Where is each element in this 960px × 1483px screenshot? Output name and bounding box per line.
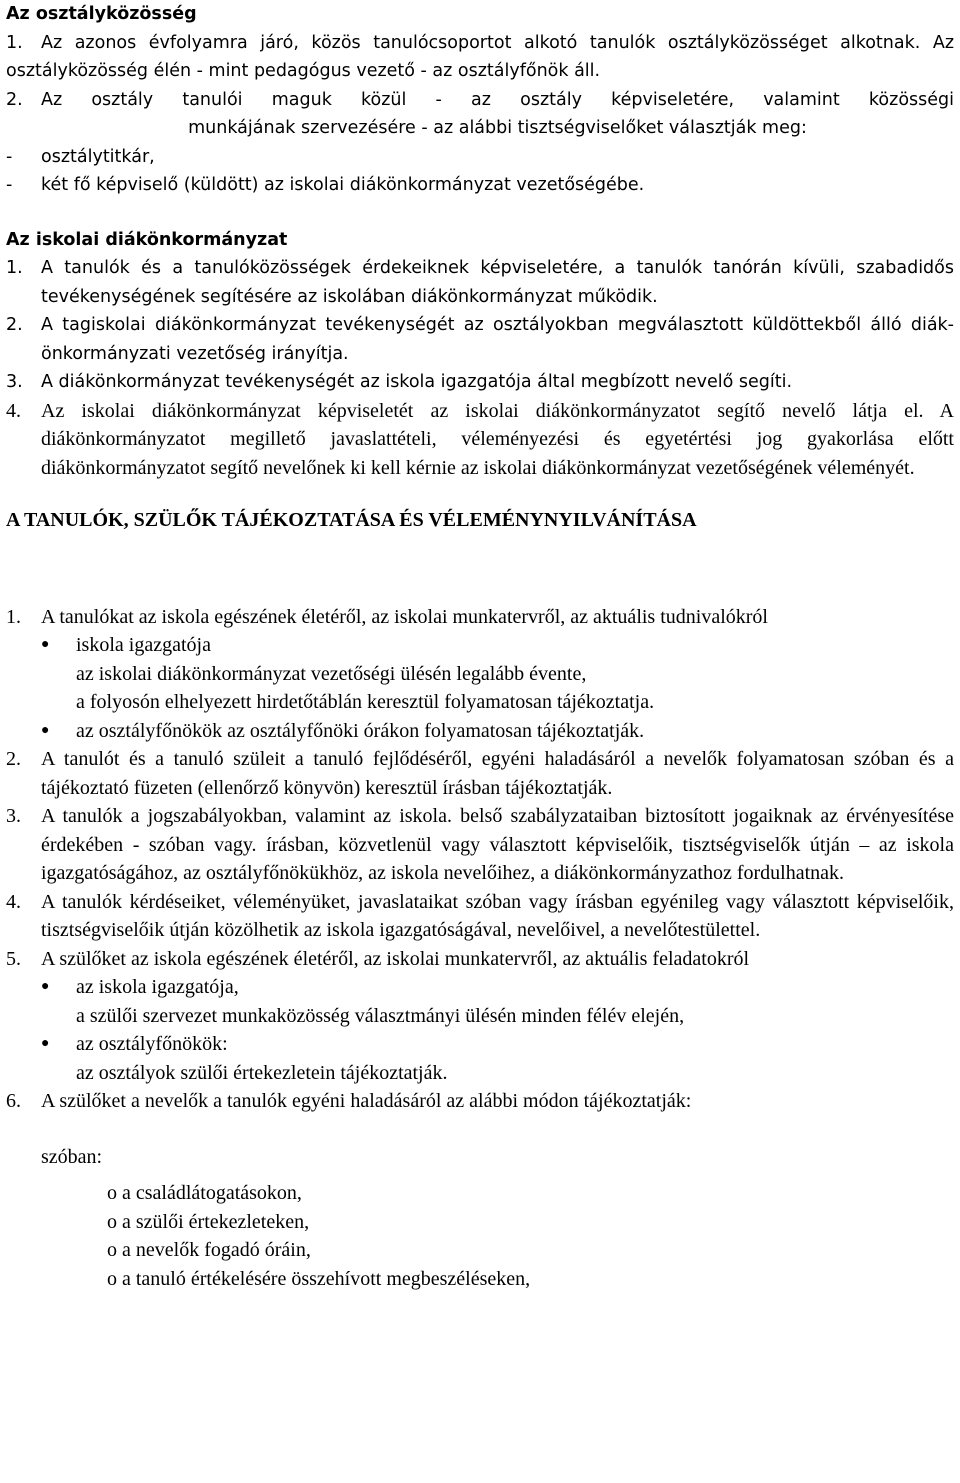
bullet-icon: ● <box>41 1036 50 1051</box>
section-title-diakonkormanyzat: Az iskolai diákönkormányzat <box>6 229 288 250</box>
item-text: A tanulók a jogszabályokban, valamint az iskola. belső szabályzataiban biztosított jogaiknak az érvényesítése érdekében - szóban vagy. írásban, közvetlenül vagy választott képviselőik, tisztségviselők útján – az iskola igazgatóságához, az osztályfőnökükhöz, az iskola nevelőihez, a diákönkormányzathoz fordulhatnak. <box>41 805 954 884</box>
bullet-item <box>6 717 954 746</box>
list-item <box>6 1087 954 1116</box>
item-text: A szülőket a nevelők a tanulók egyéni haladásáról az alábbi módon tájékoztatják: <box>41 1090 692 1112</box>
list-item <box>6 397 954 483</box>
bullet-text: az osztályfőnökök az osztályfőnöki órákon folyamatosan tájékoztatják. <box>76 719 645 742</box>
item-text: A diákönkormányzat tevékenységét az iskola igazgatója által megbízott nevelő segíti. <box>41 372 793 392</box>
o-list-item: o a szülői értekezleteken, <box>107 1210 310 1233</box>
sub-line: a szülői szervezet munkaközösség választmányi ülésén minden félév elején, <box>76 1004 685 1027</box>
section-title-osztalykozosseg: Az osztályközösség <box>6 4 197 24</box>
item-number: 2. <box>6 315 23 335</box>
list-item <box>6 745 954 802</box>
item-number: 3. <box>6 372 23 392</box>
item-text: Az azonos évfolyamra járó, közös tanulócsoportot alkotó tanulók osztályközösséget alkotnak. Az osztályközösség élén - mint pedagógus vezető - az osztályfőnök áll. <box>6 32 954 81</box>
list-item <box>6 311 954 368</box>
o-list-item: o a tanuló értékelésére összehívott megbeszéléseken, <box>107 1267 531 1290</box>
list-item <box>6 888 954 945</box>
section-title-tajekoztatas: A TANULÓK, SZÜLŐK TÁJÉKOZTATÁSA ÉS VÉLEMÉNYNYILVÁNÍTÁSA <box>6 509 697 531</box>
item-number: 3. <box>6 805 21 827</box>
item-number: 2. <box>6 748 21 770</box>
item-number: 1. <box>6 605 21 628</box>
bullet-text: az osztályfőnökök: <box>76 1033 228 1055</box>
dash-item-text: két fő képviselő (küldött) az iskolai diákönkormányzat vezetőségébe. <box>41 175 645 195</box>
item-number: 1. <box>6 258 23 278</box>
item-text: A tanulók kérdéseiket, véleményüket, javaslataikat szóban vagy írásban egyénileg vagy választott képviselőik, tisztségviselőik útján közölhetik az iskola igazgatóságával, nevelőivel, a nevelőtestülettel. <box>41 890 954 941</box>
item-text: Az iskolai diákönkormányzat képviseletét az iskolai diákönkormányzatot segítő nevelő látja el. A diákönkormányzatot megillető javaslattételi, véleményezési és egyetértési jog gyakorlása előtt diákönkormányzatot segítő nevelőnek ki kell kérnie az iskolai diákönkormányzat vezetőségének véleményét. <box>41 399 954 479</box>
list-item <box>6 254 954 311</box>
list-item <box>6 86 954 143</box>
item-text: A tanulók és a tanulóközösségek érdekeiknek képviseletére, a tanulók tanórán kívüli, szabadidős tevékenységének segítésére az iskolában diákönkormányzat működik. <box>41 258 954 307</box>
item-text: A tanulókat az iskola egészének életéről, az iskolai munkatervről, az aktuális tudnivalókról <box>41 605 768 628</box>
item-text <box>41 86 954 143</box>
item-number: 6. <box>6 1090 21 1112</box>
list-item <box>6 368 954 397</box>
sub-line: a folyosón elhelyezett hirdetőtáblán keresztül folyamatosan tájékoztatja. <box>76 691 655 713</box>
bullet-text: iskola igazgatója <box>76 634 211 656</box>
o-list-item: o a családlátogatásokon, <box>107 1182 302 1204</box>
bullet-item <box>6 631 954 660</box>
szoban-label: szóban: <box>41 1145 103 1168</box>
bullet-icon: ● <box>41 979 50 994</box>
bullet-icon: ● <box>41 637 50 652</box>
item-text: A szülőket az iskola egészének életéről, az iskolai munkatervről, az aktuális feladatokról <box>41 947 750 970</box>
item-text-line: Az osztály tanulói maguk közül - az osztály képviseletére, valamint közösségi <box>41 89 954 110</box>
bullet-item <box>6 973 954 1002</box>
list-item <box>6 802 954 888</box>
item-number: 4. <box>6 399 21 422</box>
list-item <box>6 29 954 86</box>
item-text: A tanulót és a tanuló szüleit a tanuló fejlődéséről, egyéni haladásáról a nevelők folyamatosan szóban és a tájékoztató füzeten (ellenőrző könyvön) keresztül írásban tájékoztatják. <box>41 748 954 799</box>
dash-item: - osztálytitkár, <box>6 143 954 172</box>
sub-line: az osztályok szülői értekezletein tájékoztatják. <box>76 1061 448 1084</box>
o-list-item: o a nevelők fogadó óráin, <box>107 1239 311 1261</box>
item-text: A tagiskolai diákönkormányzat tevékenységét az osztályokban megválasztott küldöttekből álló diák-önkormányzati vezetőség irányítja. <box>41 315 954 364</box>
list-item <box>6 945 954 974</box>
item-number: 4. <box>6 890 21 913</box>
dash-item-text: osztálytitkár, <box>41 146 155 167</box>
bullet-item <box>6 1030 954 1059</box>
bullet-text: az iskola igazgatója, <box>76 976 239 998</box>
item-number: 1. <box>6 32 23 53</box>
sub-line: az iskolai diákönkormányzat vezetőségi ülésén legalább évente, <box>76 662 587 685</box>
item-number: 2. <box>6 89 23 110</box>
item-number: 5. <box>6 947 21 970</box>
list-item <box>6 603 954 632</box>
item-text-line: munkájának szervezésére - az alábbi tisztségviselőket választják meg: <box>188 118 807 138</box>
dash-item: - két fő képviselő (küldött) az iskolai diákönkormányzat vezetőségébe. <box>6 171 954 200</box>
bullet-icon: ● <box>41 722 50 738</box>
